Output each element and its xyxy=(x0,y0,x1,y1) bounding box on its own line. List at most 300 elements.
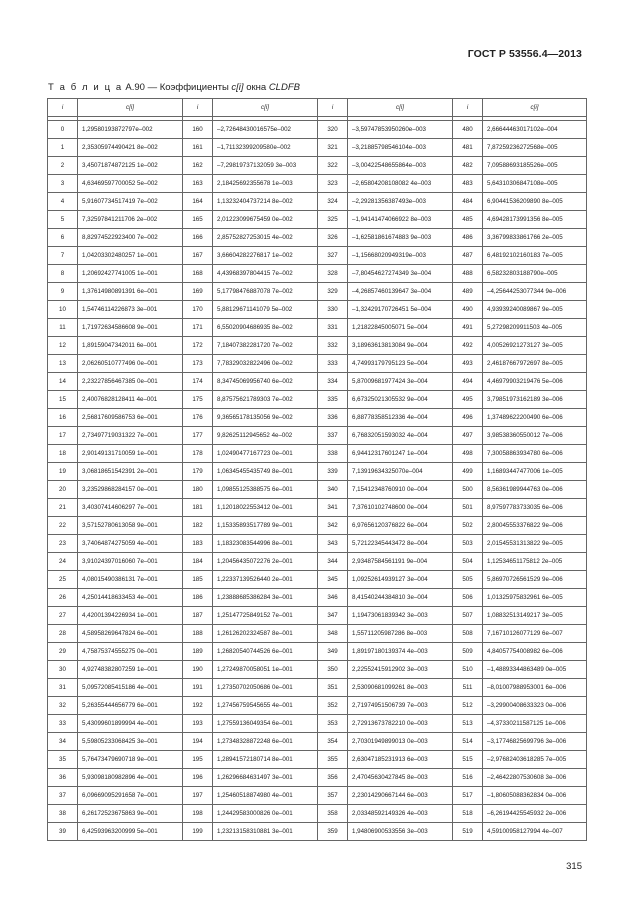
table-row xyxy=(48,823,587,841)
index-cell: 168 xyxy=(183,265,213,283)
coefficient-cell: 3,23529868284157 0е–001 xyxy=(78,481,183,499)
coefficient-cell: 5,59805233068425 3е–001 xyxy=(78,733,183,751)
coefficient-cell: 4,63469597700052 5е–002 xyxy=(78,175,183,193)
coefficient-cell: 4,84057754008982 6е–006 xyxy=(483,643,587,661)
standard-header: ГОСТ Р 53556.4—2013 xyxy=(467,48,582,60)
coefficient-cell: 5,64310306847108е–005 xyxy=(483,175,587,193)
index-cell: 508 xyxy=(453,625,483,643)
coefficient-cell: 3,66604282276817 1е–002 xyxy=(213,247,318,265)
index-cell: 332 xyxy=(318,337,348,355)
index-cell: 342 xyxy=(318,517,348,535)
index-cell: 495 xyxy=(453,391,483,409)
coefficient-cell: 1,24429583000826 0е–001 xyxy=(213,805,318,823)
index-cell: 197 xyxy=(183,787,213,805)
caption-window: CLDFB xyxy=(268,82,300,93)
index-cell: 196 xyxy=(183,769,213,787)
index-cell: 15 xyxy=(48,391,78,409)
table-row xyxy=(48,319,587,337)
coefficient-cell: 3,40307414606297 7е–001 xyxy=(78,499,183,517)
coefficient-cell: 1,28941572180714 8е–001 xyxy=(213,751,318,769)
index-cell: 348 xyxy=(318,625,348,643)
index-cell: 358 xyxy=(318,805,348,823)
index-cell: 173 xyxy=(183,355,213,373)
index-cell: 512 xyxy=(453,697,483,715)
table-row xyxy=(48,733,587,751)
table-row xyxy=(48,805,587,823)
coefficient-cell: –4,26857460139647 3е–004 xyxy=(348,283,453,301)
index-cell: 4 xyxy=(48,193,78,211)
index-cell: 330 xyxy=(318,301,348,319)
coefficient-cell: 2,03348592149326 4е–003 xyxy=(348,805,453,823)
index-cell: 322 xyxy=(318,157,348,175)
page-number: 315 xyxy=(566,861,582,872)
index-cell: 355 xyxy=(318,751,348,769)
coefficient-cell: 6,48192102160183 7е–005 xyxy=(483,247,587,265)
index-cell: 192 xyxy=(183,697,213,715)
header-cell: i xyxy=(453,99,483,117)
table-row xyxy=(48,643,587,661)
index-cell: 485 xyxy=(453,211,483,229)
header-cell: i xyxy=(183,99,213,117)
index-cell: 506 xyxy=(453,589,483,607)
index-cell: 492 xyxy=(453,337,483,355)
index-cell: 341 xyxy=(318,499,348,517)
coefficient-cell: 7,37610102748600 0е–004 xyxy=(348,499,453,517)
coefficient-cell: 6,94412317601247 1е–004 xyxy=(348,445,453,463)
index-cell: 171 xyxy=(183,319,213,337)
coefficient-cell: 2,47045630427845 8е–003 xyxy=(348,769,453,787)
coefficient-cell: 4,59100958127994 4е–007 xyxy=(483,823,587,841)
index-cell: 7 xyxy=(48,247,78,265)
coefficient-cell: 5,26355444656779 6е–001 xyxy=(78,697,183,715)
index-cell: 350 xyxy=(318,661,348,679)
coefficient-cell: 3,74064874275059 4е–001 xyxy=(78,535,183,553)
index-cell: 321 xyxy=(318,139,348,157)
coefficient-cell: –4,25644253077344 9е–006 xyxy=(483,283,587,301)
table-row xyxy=(48,517,587,535)
index-cell: 490 xyxy=(453,301,483,319)
index-cell: 179 xyxy=(183,463,213,481)
coefficient-cell: –1,80605088362834 0е–006 xyxy=(483,787,587,805)
index-cell: 1 xyxy=(48,139,78,157)
coefficient-cell: 7,30058863934780 6е–006 xyxy=(483,445,587,463)
coefficient-cell: –1,71132399209580е–002 xyxy=(213,139,318,157)
coefficient-cell: 6,42593963200999 5е–001 xyxy=(78,823,183,841)
table-row xyxy=(48,553,587,571)
table-row xyxy=(48,301,587,319)
coefficient-cell: 5,93098180982896 4е–001 xyxy=(78,769,183,787)
coefficient-cell: 1,13232404737214 8е–002 xyxy=(213,193,318,211)
coefficient-cell: 1,27249870058051 1е–001 xyxy=(213,661,318,679)
coefficient-cell: 2,90149131710059 1е–001 xyxy=(78,445,183,463)
index-cell: 198 xyxy=(183,805,213,823)
index-cell: 340 xyxy=(318,481,348,499)
index-cell: 320 xyxy=(318,121,348,139)
coefficient-cell: 2,72913673782210 0е–003 xyxy=(348,715,453,733)
table-row xyxy=(48,607,587,625)
coefficient-cell: 3,91024397016060 7е–001 xyxy=(78,553,183,571)
index-cell: 8 xyxy=(48,265,78,283)
index-cell: 491 xyxy=(453,319,483,337)
table-row xyxy=(48,661,587,679)
coefficient-cell: 4,00526921273127 3е–005 xyxy=(483,337,587,355)
coefficient-cell: 7,13919634325070е–004 xyxy=(348,463,453,481)
index-cell: 39 xyxy=(48,823,78,841)
index-cell: 164 xyxy=(183,193,213,211)
index-cell: 503 xyxy=(453,535,483,553)
coefficient-cell: –7,29819737132059 3е–003 xyxy=(213,157,318,175)
index-cell: 185 xyxy=(183,571,213,589)
coefficient-cell: 2,40076828128411 4е–001 xyxy=(78,391,183,409)
header-cell: i xyxy=(318,99,348,117)
index-cell: 35 xyxy=(48,751,78,769)
table-row xyxy=(48,283,587,301)
index-cell: 345 xyxy=(318,571,348,589)
coefficient-cell: 8,97597783733035 6е–006 xyxy=(483,499,587,517)
index-cell: 169 xyxy=(183,283,213,301)
table-row xyxy=(48,265,587,283)
coefficient-cell: 1,12534651175812 2е–005 xyxy=(483,553,587,571)
index-cell: 351 xyxy=(318,679,348,697)
coefficient-cell: –7,80454627274349 3е–004 xyxy=(348,265,453,283)
index-cell: 38 xyxy=(48,805,78,823)
index-cell: 21 xyxy=(48,499,78,517)
coefficient-cell: 3,06818651542391 2е–001 xyxy=(78,463,183,481)
coefficient-cell: 4,58958269647824 6е–001 xyxy=(78,625,183,643)
index-cell: 511 xyxy=(453,679,483,697)
coefficient-cell: –1,94141474066922 8е–003 xyxy=(348,211,453,229)
coefficient-cell: 8,41540244384810 3е–004 xyxy=(348,589,453,607)
index-cell: 509 xyxy=(453,643,483,661)
coefficient-cell: 3,57152780613058 9е–001 xyxy=(78,517,183,535)
index-cell: 513 xyxy=(453,715,483,733)
index-cell: 26 xyxy=(48,589,78,607)
table-row xyxy=(48,463,587,481)
coefficient-cell: 6,88778358512336 4е–004 xyxy=(348,409,453,427)
index-cell: 193 xyxy=(183,715,213,733)
index-cell: 172 xyxy=(183,337,213,355)
coefficient-cell: 2,01545531313822 9е–005 xyxy=(483,535,587,553)
index-cell: 170 xyxy=(183,301,213,319)
coefficient-cell: –1,62581861674883 9е–003 xyxy=(348,229,453,247)
coefficient-cell: –2,65804208108082 4е–003 xyxy=(348,175,453,193)
coefficient-cell: 6,58232803188790е–005 xyxy=(483,265,587,283)
coefficient-cell: 2,35305974490421 8е–002 xyxy=(78,139,183,157)
coefficient-cell: 2,01223099675459 0е–002 xyxy=(213,211,318,229)
index-cell: 494 xyxy=(453,373,483,391)
coefficient-cell: 1,15335893517789 9е–001 xyxy=(213,517,318,535)
index-cell: 167 xyxy=(183,247,213,265)
coefficient-cell: 6,09669095291658 7е–001 xyxy=(78,787,183,805)
coefficient-cell: 1,25460518874980 4е–001 xyxy=(213,787,318,805)
index-cell: 515 xyxy=(453,751,483,769)
index-cell: 180 xyxy=(183,481,213,499)
table-row xyxy=(48,427,587,445)
table-row xyxy=(48,157,587,175)
table-row xyxy=(48,481,587,499)
table-row xyxy=(48,337,587,355)
index-cell: 9 xyxy=(48,283,78,301)
index-cell: 324 xyxy=(318,193,348,211)
coefficient-cell: 5,91607734517419 7е–002 xyxy=(78,193,183,211)
coefficient-cell: 2,23227856467385 0е–001 xyxy=(78,373,183,391)
index-cell: 31 xyxy=(48,679,78,697)
coefficient-cell: 1,08832513149217 3е–005 xyxy=(483,607,587,625)
table-row xyxy=(48,121,587,139)
index-cell: 328 xyxy=(318,265,348,283)
coefficient-cell: 4,42001394226934 1е–001 xyxy=(78,607,183,625)
index-cell: 500 xyxy=(453,481,483,499)
coefficient-cell: 1,27348328872248 6е–001 xyxy=(213,733,318,751)
index-cell: 19 xyxy=(48,463,78,481)
coefficient-cell: 8,56361989944763 0е–006 xyxy=(483,481,587,499)
index-cell: 329 xyxy=(318,283,348,301)
coefficient-cell: 2,46187667972697 8е–005 xyxy=(483,355,587,373)
coefficient-cell: 1,89159047342011 6е–001 xyxy=(78,337,183,355)
coefficient-cell: 1,04203302480257 1е–001 xyxy=(78,247,183,265)
coefficient-cell: 1,23888685386284 3е–001 xyxy=(213,589,318,607)
coefficient-cell: 7,09588693185526е–005 xyxy=(483,157,587,175)
index-cell: 163 xyxy=(183,175,213,193)
index-cell: 347 xyxy=(318,607,348,625)
coefficient-cell: 4,69428173991356 8е–005 xyxy=(483,211,587,229)
table-row xyxy=(48,787,587,805)
coefficient-cell: 3,79851973162189 3е–006 xyxy=(483,391,587,409)
coefficient-cell: 8,87575621789303 7е–002 xyxy=(213,391,318,409)
coefficient-cell: 4,25014418633453 4е–001 xyxy=(78,589,183,607)
coefficient-cell: 2,22552415912902 3е–003 xyxy=(348,661,453,679)
index-cell: 34 xyxy=(48,733,78,751)
coefficient-cell: 1,19473061839342 3е–003 xyxy=(348,607,453,625)
coefficient-cell: –2,29281356387493е–003 xyxy=(348,193,453,211)
caption-label: Т а б л и ц а xyxy=(48,82,123,93)
index-cell: 487 xyxy=(453,247,483,265)
index-cell: 27 xyxy=(48,607,78,625)
coefficient-cell: 3,36799833861766 2е–005 xyxy=(483,229,587,247)
coefficient-cell: 2,06260510777496 0е–001 xyxy=(78,355,183,373)
coefficient-cell: 5,87009681977424 3е–004 xyxy=(348,373,453,391)
coefficient-cell: 2,53090681099261 8е–003 xyxy=(348,679,453,697)
table-row xyxy=(48,589,587,607)
table-row xyxy=(48,355,587,373)
index-cell: 20 xyxy=(48,481,78,499)
index-cell: 516 xyxy=(453,769,483,787)
coefficient-cell: –8,01007988953001 6е–006 xyxy=(483,679,587,697)
table-row xyxy=(48,535,587,553)
index-cell: 518 xyxy=(453,805,483,823)
index-cell: 339 xyxy=(318,463,348,481)
coefficient-cell: 1,09855125388575 6е–001 xyxy=(213,481,318,499)
coefficient-cell: –3,21885798546104е–003 xyxy=(348,139,453,157)
coefficient-cell: 4,75875374555275 0е–001 xyxy=(78,643,183,661)
coefficient-cell: 7,15412348760910 0е–004 xyxy=(348,481,453,499)
index-cell: 486 xyxy=(453,229,483,247)
table-row xyxy=(48,193,587,211)
index-cell: 356 xyxy=(318,769,348,787)
coefficient-cell: 1,54746114226873 3е–001 xyxy=(78,301,183,319)
coefficient-cell: 2,56817609586753 6е–001 xyxy=(78,409,183,427)
index-cell: 33 xyxy=(48,715,78,733)
header-cell: c[i] xyxy=(78,99,183,117)
coefficient-cell: 6,76832051593032 4е–004 xyxy=(348,427,453,445)
index-cell: 359 xyxy=(318,823,348,841)
coefficient-cell: 6,90441536209890 8е–005 xyxy=(483,193,587,211)
coefficient-cell: 1,09252614939127 3е–004 xyxy=(348,571,453,589)
index-cell: 337 xyxy=(318,427,348,445)
index-cell: 177 xyxy=(183,427,213,445)
index-cell: 2 xyxy=(48,157,78,175)
coefficient-cell: 2,71974951506739 7е–003 xyxy=(348,697,453,715)
caption-mid: окна xyxy=(243,82,269,93)
coefficient-cell: –3,00422548655864е–003 xyxy=(348,157,453,175)
coefficient-cell: –2,46422807530608 3е–006 xyxy=(483,769,587,787)
coefficient-cell: –3,59747853950260е–003 xyxy=(348,121,453,139)
coefficient-cell: 1,55711205987286 8е–003 xyxy=(348,625,453,643)
coefficient-cell: –2,72648430016575е–002 xyxy=(213,121,318,139)
index-cell: 480 xyxy=(453,121,483,139)
index-cell: 187 xyxy=(183,607,213,625)
index-cell: 13 xyxy=(48,355,78,373)
coefficient-cell: 7,78329032822496 0е–002 xyxy=(213,355,318,373)
index-cell: 28 xyxy=(48,625,78,643)
coefficient-cell: 1,20456435072276 2е–001 xyxy=(213,553,318,571)
table-row xyxy=(48,499,587,517)
index-cell: 335 xyxy=(318,391,348,409)
coefficient-cell: 5,43099601899994 4е–001 xyxy=(78,715,183,733)
coefficient-cell: 9,82625112945652 4е–002 xyxy=(213,427,318,445)
coefficient-cell: 2,85752827253015 4е–002 xyxy=(213,229,318,247)
index-cell: 507 xyxy=(453,607,483,625)
coefficient-cell: 6,55020904686935 8е–002 xyxy=(213,319,318,337)
coefficient-cell: 1,94806900533556 3е–003 xyxy=(348,823,453,841)
index-cell: 498 xyxy=(453,445,483,463)
coefficient-cell: –1,48893344863489 0е–005 xyxy=(483,661,587,679)
index-cell: 353 xyxy=(318,715,348,733)
index-cell: 482 xyxy=(453,157,483,175)
index-cell: 334 xyxy=(318,373,348,391)
table-row xyxy=(48,409,587,427)
index-cell: 343 xyxy=(318,535,348,553)
coefficient-cell: 1,37614980891391 6е–001 xyxy=(78,283,183,301)
index-cell: 514 xyxy=(453,733,483,751)
coefficient-cell: 1,16893447477006 1е–005 xyxy=(483,463,587,481)
coefficient-cell: 7,87259236272568е–005 xyxy=(483,139,587,157)
index-cell: 501 xyxy=(453,499,483,517)
coefficient-cell: 6,97656120376822 6е–004 xyxy=(348,517,453,535)
index-cell: 189 xyxy=(183,643,213,661)
coefficient-cell: 2,66644463017102е–004 xyxy=(483,121,587,139)
index-cell: 186 xyxy=(183,589,213,607)
coefficient-cell: 7,18407382281720 7е–002 xyxy=(213,337,318,355)
index-cell: 504 xyxy=(453,553,483,571)
coefficient-cell: 1,26126202324587 8е–001 xyxy=(213,625,318,643)
index-cell: 493 xyxy=(453,355,483,373)
table-row xyxy=(48,229,587,247)
coefficient-cell: 1,25147725849152 7е–001 xyxy=(213,607,318,625)
index-cell: 183 xyxy=(183,535,213,553)
index-cell: 161 xyxy=(183,139,213,157)
index-cell: 30 xyxy=(48,661,78,679)
table-row xyxy=(48,211,587,229)
coefficient-table xyxy=(47,98,587,841)
index-cell: 188 xyxy=(183,625,213,643)
coefficient-cell: 1,27456759545655 4е–001 xyxy=(213,697,318,715)
index-cell: 181 xyxy=(183,499,213,517)
index-cell: 517 xyxy=(453,787,483,805)
coefficient-cell: 4,93939240089867 9е–005 xyxy=(483,301,587,319)
coefficient-cell: 5,27298209911503 4е–005 xyxy=(483,319,587,337)
index-cell: 17 xyxy=(48,427,78,445)
caption-number: А.90 xyxy=(125,82,145,93)
index-cell: 331 xyxy=(318,319,348,337)
index-cell: 18 xyxy=(48,445,78,463)
index-cell: 496 xyxy=(453,409,483,427)
coefficient-cell: 2,23014290667144 6е–003 xyxy=(348,787,453,805)
index-cell: 3 xyxy=(48,175,78,193)
table-row xyxy=(48,625,587,643)
index-cell: 510 xyxy=(453,661,483,679)
header-cell: c[i] xyxy=(348,99,453,117)
coefficient-cell: 2,73497719031322 7е–001 xyxy=(78,427,183,445)
index-cell: 178 xyxy=(183,445,213,463)
coefficient-cell: 4,74993179795123 5е–004 xyxy=(348,355,453,373)
coefficient-cell: 5,88129671141079 5е–002 xyxy=(213,301,318,319)
index-cell: 519 xyxy=(453,823,483,841)
coefficient-cell: 3,18963613813084 9е–004 xyxy=(348,337,453,355)
table-body xyxy=(48,117,587,841)
table-row xyxy=(48,139,587,157)
coefficient-cell: 9,36565178135056 9е–002 xyxy=(213,409,318,427)
index-cell: 194 xyxy=(183,733,213,751)
coefficient-cell: 8,82974522923400 7е–002 xyxy=(78,229,183,247)
index-cell: 14 xyxy=(48,373,78,391)
coefficient-cell: –1,32429170726451 5е–004 xyxy=(348,301,453,319)
index-cell: 12 xyxy=(48,337,78,355)
table-row xyxy=(48,445,587,463)
coefficient-cell: 5,09572085415186 4е–001 xyxy=(78,679,183,697)
index-cell: 505 xyxy=(453,571,483,589)
coefficient-cell: 1,26296684631497 3е–001 xyxy=(213,769,318,787)
index-cell: 162 xyxy=(183,157,213,175)
coefficient-cell: 2,18425692355678 1е–003 xyxy=(213,175,318,193)
coefficient-cell: 4,43968397804415 7е–002 xyxy=(213,265,318,283)
index-cell: 190 xyxy=(183,661,213,679)
header-cell: i xyxy=(48,99,78,117)
caption-dash: — Коэффициенты xyxy=(144,82,232,93)
coefficient-cell: 8,34745069956740 6е–002 xyxy=(213,373,318,391)
coefficient-cell: 1,18323083544996 8е–001 xyxy=(213,535,318,553)
table-row xyxy=(48,679,587,697)
coefficient-cell: –6,26194425545932 2е–006 xyxy=(483,805,587,823)
coefficient-cell: –2,97682403618285 7е–005 xyxy=(483,751,587,769)
coefficient-cell: 1,21822845005071 5е–004 xyxy=(348,319,453,337)
coefficient-cell: 1,01325975832961 6е–005 xyxy=(483,589,587,607)
coefficient-cell: 5,76473479690718 9е–001 xyxy=(78,751,183,769)
index-cell: 165 xyxy=(183,211,213,229)
index-cell: 22 xyxy=(48,517,78,535)
index-cell: 25 xyxy=(48,571,78,589)
coefficient-cell: 4,46979903219476 5е–006 xyxy=(483,373,587,391)
index-cell: 37 xyxy=(48,787,78,805)
coefficient-cell: 5,86970726561529 9е–006 xyxy=(483,571,587,589)
coefficient-cell: 1,06345455435749 8е–001 xyxy=(213,463,318,481)
index-cell: 182 xyxy=(183,517,213,535)
coefficient-cell: –3,17746825699796 3е–006 xyxy=(483,733,587,751)
coefficient-cell: 2,80045553376822 9е–006 xyxy=(483,517,587,535)
index-cell: 16 xyxy=(48,409,78,427)
coefficient-cell: 1,26820540744526 6е–001 xyxy=(213,643,318,661)
coefficient-cell: 6,67325021305532 9е–004 xyxy=(348,391,453,409)
